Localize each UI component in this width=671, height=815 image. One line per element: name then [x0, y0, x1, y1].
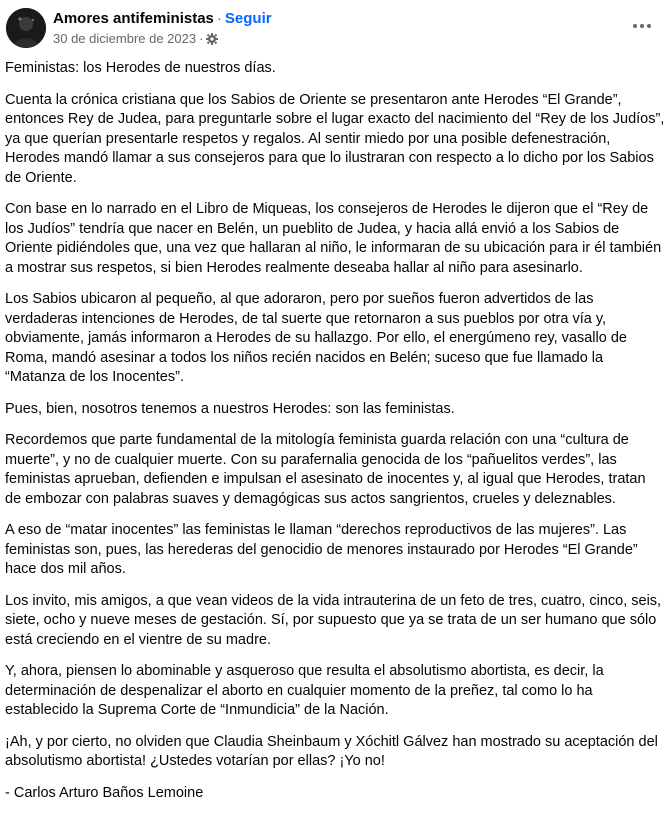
post-paragraph: Pues, bien, nosotros tenemos a nuestros Herodes: son las feministas.	[5, 400, 455, 417]
post-paragraph: Recordemos que parte fundamental de la mitología feminista guarda relación con una “cultura de muerte”, y no de cualquier muerte. Con su parafernalia genocida de los “pañuelitos verdes”, las feministas aprueban, defienden e impulsan el asesinato de inocentes y, al igual que Herodes, tratan de embozar con palabras suaves y demagógicas sus actos sangrientos, crueles y deleznables.	[5, 432, 646, 507]
audience-icon[interactable]	[206, 33, 218, 45]
post-paragraph: Los invito, mis amigos, a que vean videos de la vida intrauterina de un feto de tres, cuatro, cinco, seis, siete, ocho y nueve meses de gestación. Sí, por supuesto que ya se trata de un ser humano que sólo está creciendo en el vientre de su madre.	[5, 592, 662, 648]
post-paragraph: A eso de “matar inocentes” las feministas le llaman “derechos reproductivos de las mujeres”. Las feministas son, pues, las herederas del genocidio de menores instaurado por Herodes “El Grande” hace dos mil años.	[5, 522, 638, 577]
more-options-icon	[632, 23, 652, 29]
post-paragraph: Cuenta la crónica cristiana que los Sabios de Oriente se presentaron ante Herodes “El Grande”, entonces Rey de Judea, para preguntarle sobre el lugar exacto del nacimiento del “Rey de los Judíos”, ya que querían presentarle respetos y regalos. Al sentir miedo por una posible defenestración, Herodes mandó llamar a sus consejeros para que lo ilustraran con respecto a lo dicho por los Sabios de Oriente.	[5, 91, 665, 186]
more-options-button[interactable]	[628, 14, 656, 38]
post-paragraph: Y, ahora, piensen lo abominable y asqueroso que resulta el absolutismo abortista, es decir, la determinación de despenalizar el aborto en cualquier momento de la preñez, tal como lo ha establecido la Suprema Corte de “Inmundicia” de la Nación.	[5, 663, 604, 718]
post-header	[0, 0, 671, 56]
post-paragraph: Con base en lo narrado en el Libro de Miqueas, los consejeros de Herodes le dijeron que el “Rey de los Judíos” tendría que nacer en Belén, un pueblito de Judea, y hacia allá envió a los Sabios de Oriente pidiéndoles que, una vez que hallaran al niño, le informaran de su ubicación para ir él también a mostrar sus respetos, si bien Herodes realmente deseaba hallar al niño para asesinarlo.	[5, 201, 662, 276]
follow-button[interactable]: Seguir	[224, 10, 272, 27]
post-paragraph: Feministas: los Herodes de nuestros días.	[5, 60, 276, 76]
post-meta	[53, 31, 218, 47]
author-line	[53, 9, 272, 28]
author-name[interactable]: Amores antifeministas	[53, 10, 214, 27]
meta-separator: ·	[199, 31, 204, 46]
post-signature: - Carlos Arturo Baños Lemoine	[5, 784, 204, 801]
avatar[interactable]	[6, 8, 46, 48]
post-paragraph: ¡Ah, y por cierto, no olviden que Claudia Sheinbaum y Xóchitl Gálvez han mostrado su aceptación del absolutismo abortista! ¿Ustedes votarían por ellas? ¡Yo no!	[5, 733, 658, 769]
post-body	[5, 59, 665, 815]
post-date[interactable]: 30 de diciembre de 2023	[53, 31, 197, 46]
post-paragraph: Los Sabios ubicaron al pequeño, al que adoraron, pero por sueños fueron advertidos de las verdaderas intenciones de Herodes, de tal suerte que retornaron a sus pueblos por otra vía y, obviamente, jamás informaron a Herodes de su hallazgo. Por ello, el energúmeno rey, vasallo de Roma, mandó asesinar a todos los niños recién nacidos en Belén; suceso que fue llamado la “Matanza de los Inocentes”.	[5, 291, 627, 385]
separator-dot: ·	[216, 10, 222, 27]
avatar-image-icon	[6, 8, 46, 48]
